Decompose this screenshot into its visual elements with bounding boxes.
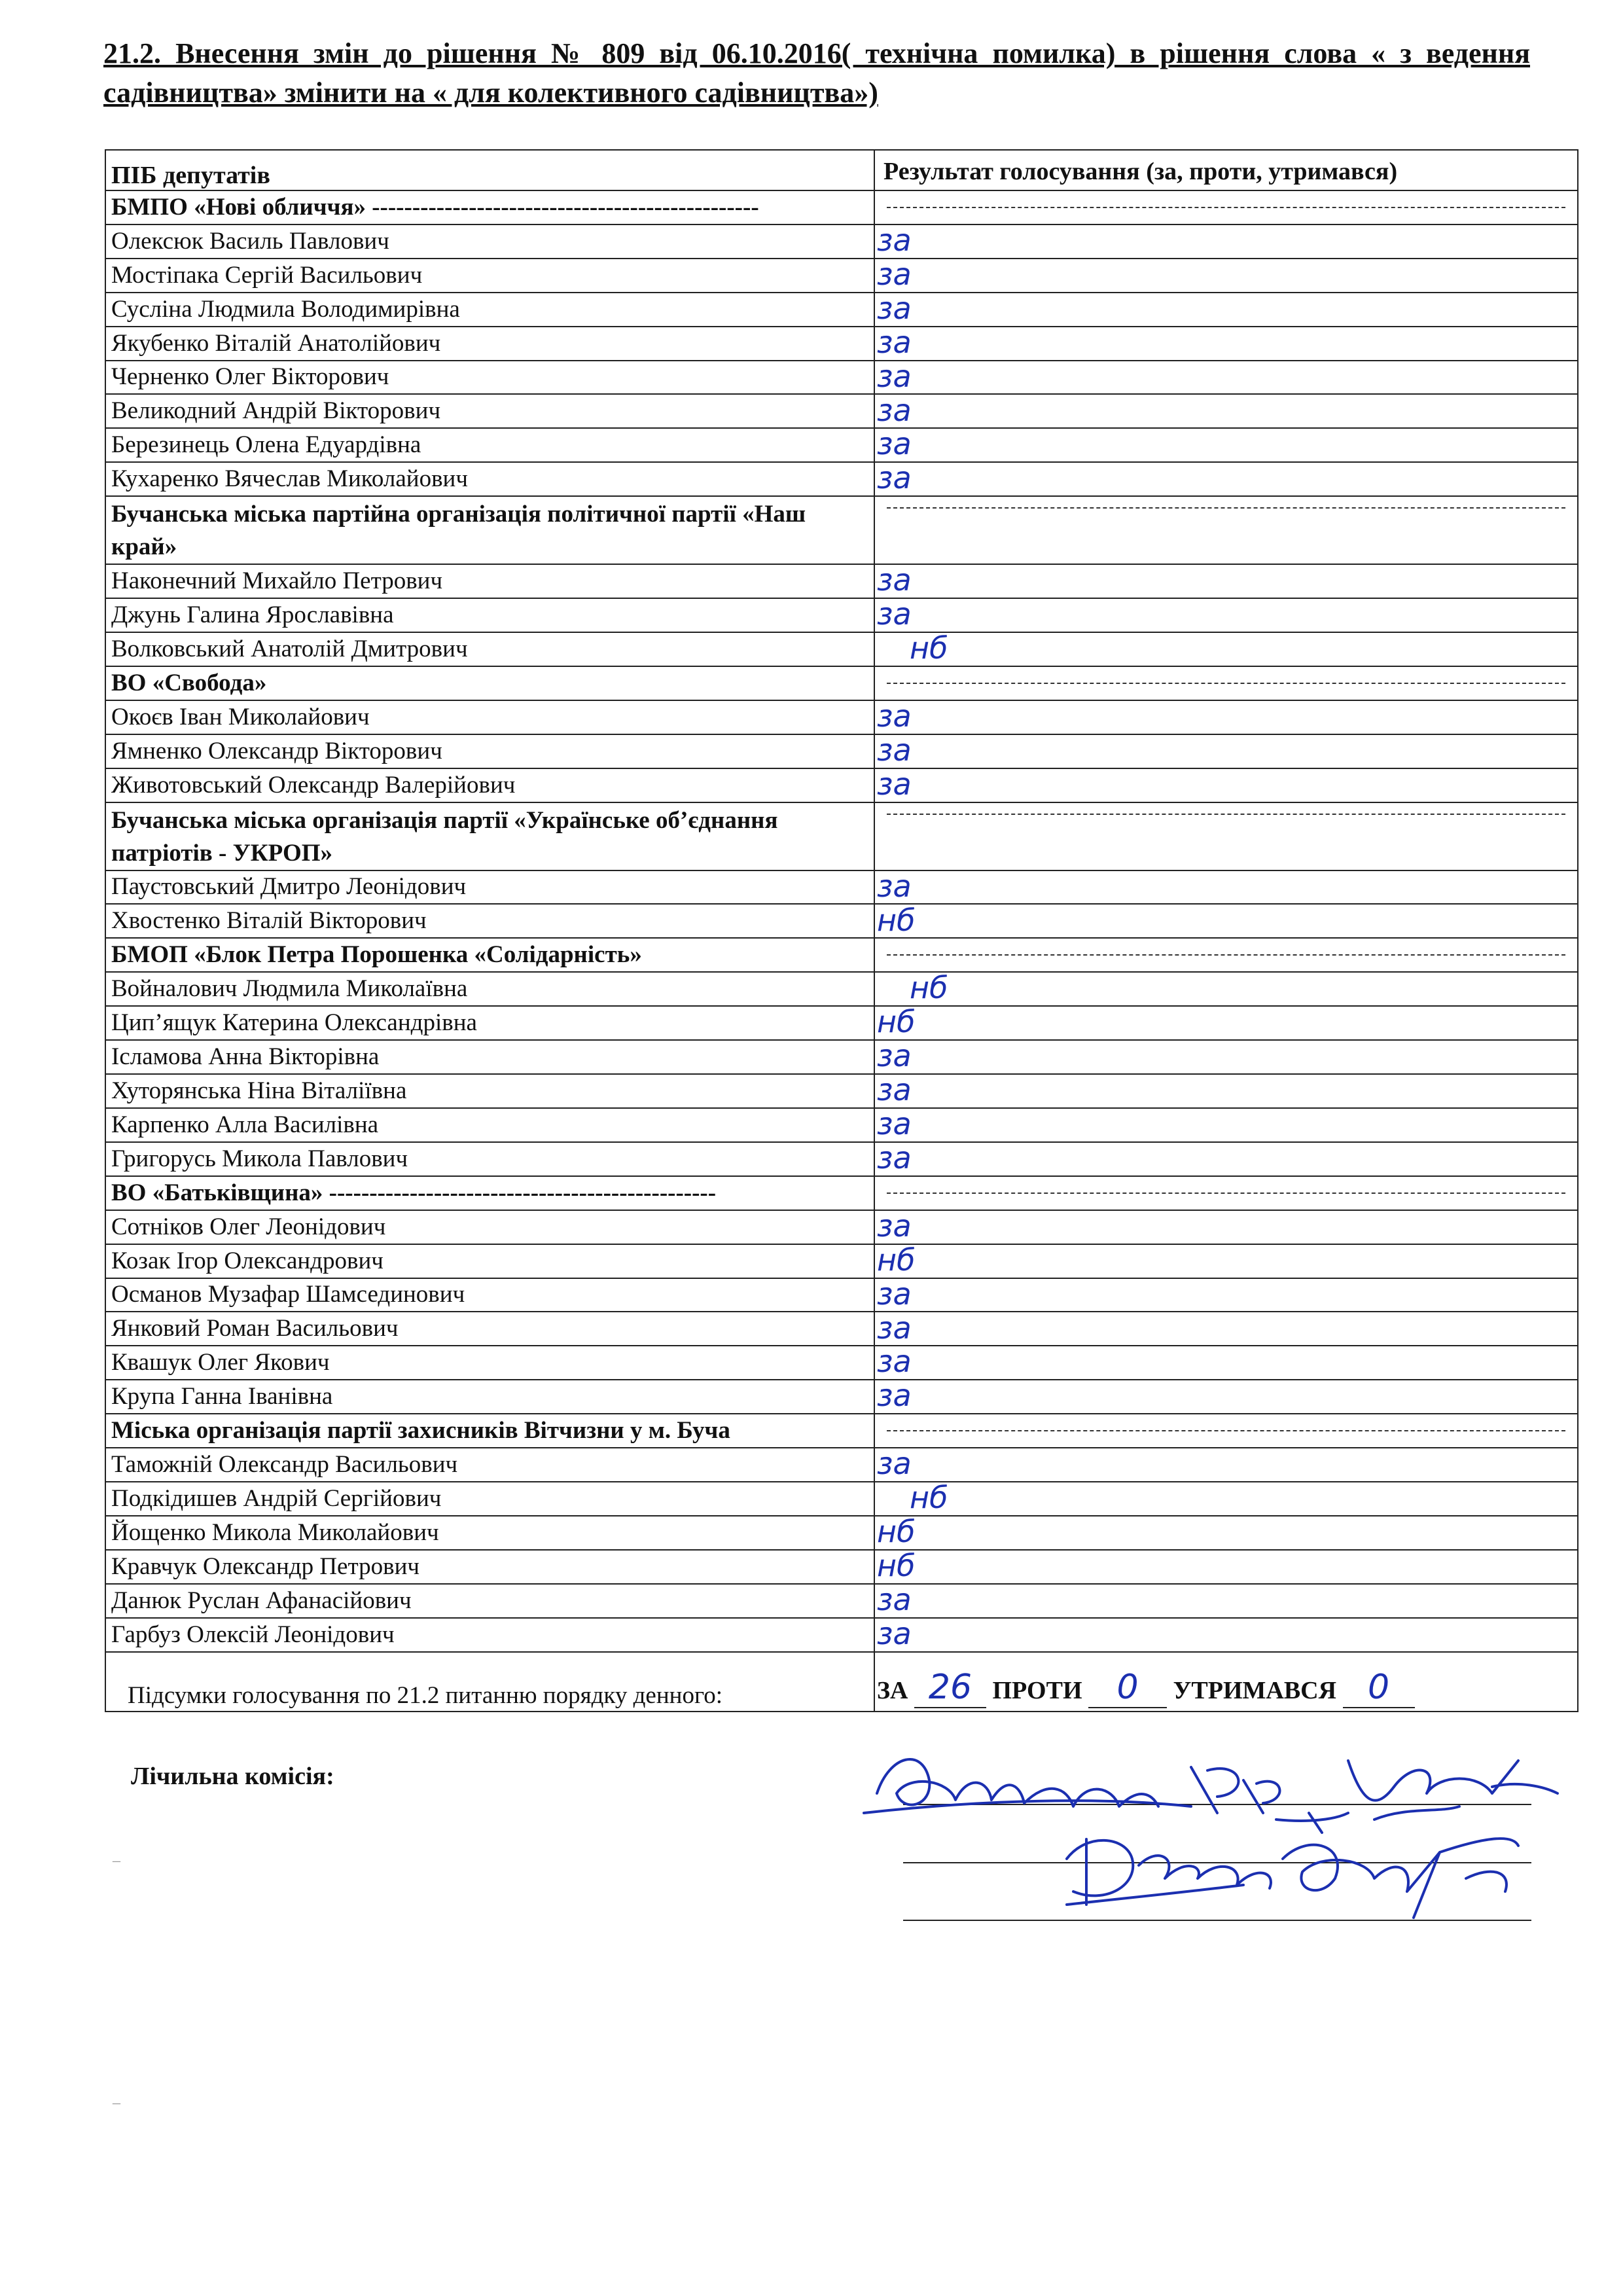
deputy-name: Войналович Людмила Миколаївна bbox=[111, 975, 468, 1003]
vote-result: нб bbox=[877, 1514, 916, 1549]
vote-dash-line bbox=[887, 207, 1565, 208]
summary-label: Підсумки голосування по 21.2 питанню порядку денного: bbox=[128, 1681, 722, 1709]
deputy-name: Великодний Андрій Вікторович bbox=[111, 397, 441, 425]
vote-result: за bbox=[877, 223, 912, 258]
vote-result: за bbox=[877, 1310, 912, 1346]
deputy-row bbox=[105, 461, 1578, 497]
deputy-row bbox=[105, 224, 1578, 259]
summary-row bbox=[105, 1651, 1578, 1712]
proty-value: 0 bbox=[1116, 1667, 1139, 1707]
deputy-row bbox=[105, 1141, 1578, 1177]
faction-row bbox=[105, 937, 1578, 973]
faction-row bbox=[105, 802, 1578, 871]
faction-name: ВО «Свобода» bbox=[111, 669, 267, 696]
vote-result: нб bbox=[910, 970, 948, 1006]
deputy-name: Козак Ігор Олександрович bbox=[111, 1247, 383, 1274]
deputy-name: Хуторянська Ніна Віталіївна bbox=[111, 1077, 407, 1104]
deputy-name: Хвостенко Віталій Вікторович bbox=[111, 907, 427, 935]
deputy-row bbox=[105, 1278, 1578, 1313]
deputy-name: Черненко Олег Вікторович bbox=[111, 363, 389, 391]
za-value: 26 bbox=[928, 1667, 972, 1707]
vote-result: за bbox=[877, 562, 912, 598]
deputy-name: Ісламова Анна Вікторівна bbox=[111, 1043, 380, 1071]
faction-name: Міська організація партії захисників Вітчизни у м. Буча bbox=[111, 1417, 730, 1444]
vote-dash-line bbox=[887, 1193, 1565, 1194]
deputy-row bbox=[105, 971, 1578, 1007]
deputy-row bbox=[105, 564, 1578, 599]
handwritten-signatures bbox=[851, 1708, 1603, 1944]
deputy-row bbox=[105, 1210, 1578, 1245]
deputy-name: Животовський Олександр Валерійович bbox=[111, 771, 516, 798]
vote-result: за bbox=[877, 426, 912, 462]
deputy-name: Ямненко Олександр Вікторович bbox=[111, 737, 442, 764]
deputy-row bbox=[105, 1583, 1578, 1619]
deputy-row bbox=[105, 1107, 1578, 1143]
vote-result: за bbox=[877, 766, 912, 802]
deputy-name: Янковий Роман Васильович bbox=[111, 1315, 399, 1342]
voting-table bbox=[105, 149, 1578, 1712]
deputy-name: Джунь Галина Ярославівна bbox=[111, 601, 394, 628]
vote-result: за bbox=[877, 290, 912, 326]
deputy-name: Кравчук Олександр Петрович bbox=[111, 1552, 419, 1580]
deputy-row bbox=[105, 870, 1578, 905]
vote-dash-line bbox=[887, 814, 1565, 815]
deputy-row bbox=[105, 1515, 1578, 1551]
deputy-row bbox=[105, 1244, 1578, 1279]
deputy-row bbox=[105, 734, 1578, 769]
deputy-row bbox=[105, 1447, 1578, 1482]
vote-result: за bbox=[877, 1581, 912, 1617]
deputy-row bbox=[105, 326, 1578, 361]
vote-result: за bbox=[877, 460, 912, 496]
deputy-name: Якубенко Віталій Анатолійович bbox=[111, 329, 441, 357]
vote-result: нб bbox=[910, 630, 948, 666]
deputy-row bbox=[105, 1481, 1578, 1516]
deputy-row bbox=[105, 598, 1578, 633]
vote-result: за bbox=[877, 1139, 912, 1175]
deputy-row bbox=[105, 1073, 1578, 1109]
deputy-name: Таможній Олександр Васильович bbox=[111, 1451, 458, 1479]
vote-result: за bbox=[877, 1344, 912, 1380]
vote-result: за bbox=[877, 1038, 912, 1074]
deputy-row bbox=[105, 632, 1578, 667]
deputy-name: Йощенко Микола Миколайович bbox=[111, 1518, 439, 1546]
deputy-row bbox=[105, 394, 1578, 429]
deputy-row bbox=[105, 1617, 1578, 1653]
deputy-name: Подкідишев Андрій Сергійович bbox=[111, 1484, 442, 1512]
deputy-row bbox=[105, 904, 1578, 939]
vote-result: за bbox=[877, 1208, 912, 1244]
vote-dash-line bbox=[887, 1430, 1565, 1431]
faction-name: ВО «Батьківщина» ------------------------------------------------ bbox=[111, 1179, 717, 1206]
utr-label: УТРИМАВСЯ bbox=[1173, 1676, 1337, 1704]
deputy-row bbox=[105, 292, 1578, 327]
deputy-row bbox=[105, 1345, 1578, 1380]
margin-mark: – bbox=[113, 2094, 120, 2111]
deputy-name: Кухаренко Вячеслав Миколайович bbox=[111, 465, 468, 493]
counting-commission-label: Лічильна комісія: bbox=[131, 1763, 334, 1790]
deputy-name: Сотніков Олег Леонідович bbox=[111, 1213, 386, 1240]
deputy-name: Наконечний Михайло Петрович bbox=[111, 567, 443, 595]
deputy-row bbox=[105, 258, 1578, 293]
summary-results bbox=[877, 1668, 1415, 1708]
vote-result: за bbox=[877, 256, 912, 292]
faction-row bbox=[105, 495, 1578, 565]
vote-result: за bbox=[877, 1072, 912, 1108]
vote-result: нб bbox=[877, 1547, 916, 1583]
vote-result: за bbox=[877, 596, 912, 632]
vote-result: за bbox=[877, 1378, 912, 1414]
deputy-name: Окоєв Іван Миколайович bbox=[111, 703, 370, 730]
deputy-name: Сусліна Людмила Володимирівна bbox=[111, 295, 460, 323]
faction-name: Бучанська міська організація партії «Українське об’єднання патріотів - УКРОП» bbox=[111, 806, 778, 867]
vote-result: за bbox=[877, 1106, 912, 1141]
faction-row bbox=[105, 1175, 1578, 1211]
vote-result: за bbox=[877, 324, 912, 360]
vote-result: нб bbox=[910, 1480, 948, 1516]
vote-result: за bbox=[877, 868, 912, 904]
vote-dash-line bbox=[887, 683, 1565, 684]
vote-result: за bbox=[877, 732, 912, 768]
vote-result: нб bbox=[877, 902, 916, 938]
deputy-name: Григорусь Микола Павлович bbox=[111, 1145, 408, 1172]
deputy-row bbox=[105, 1005, 1578, 1041]
document-title: 21.2. Внесення змін до рішення № 809 від 06.10.2016( технічна помилка) в рішення слова « з ведення садівництва» змінити на « для колективного садівництва») bbox=[103, 37, 1530, 109]
deputy-name: Березинець Олена Едуардівна bbox=[111, 431, 421, 459]
faction-row bbox=[105, 1413, 1578, 1448]
margin-mark: – bbox=[113, 1852, 120, 1869]
deputy-name: Квашук Олег Якович bbox=[111, 1349, 330, 1376]
deputy-row bbox=[105, 1379, 1578, 1414]
deputy-row bbox=[105, 360, 1578, 395]
deputy-name: Волковський Анатолій Дмитрович bbox=[111, 635, 468, 662]
deputy-name: Османов Музафар Шамсединович bbox=[111, 1281, 465, 1308]
table-header-row bbox=[105, 149, 1578, 191]
deputy-name: Паустовський Дмитро Леонідович bbox=[111, 873, 467, 901]
vote-result: за bbox=[877, 1276, 912, 1312]
vote-dash-line bbox=[887, 954, 1565, 956]
deputy-row bbox=[105, 427, 1578, 463]
vote-result: нб bbox=[877, 1004, 916, 1040]
faction-row bbox=[105, 666, 1578, 701]
deputy-row bbox=[105, 1312, 1578, 1347]
vote-result: за bbox=[877, 698, 912, 734]
vote-dash-line bbox=[887, 507, 1565, 509]
header-name-column: ПІБ депутатів bbox=[111, 162, 270, 189]
za-label: ЗА bbox=[877, 1676, 908, 1704]
vote-result: за bbox=[877, 1446, 912, 1482]
deputy-name: Цип’ящук Катерина Олександрівна bbox=[111, 1009, 477, 1037]
deputy-row bbox=[105, 768, 1578, 803]
deputy-name: Мостіпака Сергій Васильович bbox=[111, 261, 423, 289]
deputy-row bbox=[105, 1039, 1578, 1075]
vote-result: за bbox=[877, 1615, 912, 1651]
vote-result: за bbox=[877, 392, 912, 428]
vote-result: за bbox=[877, 358, 912, 394]
deputy-name: Карпенко Алла Василівна bbox=[111, 1111, 379, 1138]
vote-result: нб bbox=[877, 1242, 916, 1278]
deputy-row bbox=[105, 700, 1578, 735]
deputy-name: Олексюк Василь Павлович bbox=[111, 227, 389, 255]
utr-value: 0 bbox=[1368, 1667, 1390, 1707]
faction-name: БМОП «Блок Петра Порошенка «Солідарність» bbox=[111, 941, 642, 969]
deputy-name: Крупа Ганна Іванівна bbox=[111, 1383, 333, 1410]
header-vote-column: Результат голосування (за, проти, утримався) bbox=[883, 158, 1398, 185]
proty-label: ПРОТИ bbox=[992, 1676, 1082, 1704]
faction-name: Бучанська міська партійна організація політичної партії «Наш край» bbox=[111, 501, 806, 561]
deputy-name: Гарбуз Олексій Леонідович bbox=[111, 1621, 395, 1648]
faction-row bbox=[105, 190, 1578, 225]
deputy-name: Данюк Руслан Афанасійович bbox=[111, 1587, 412, 1614]
faction-name: БМПО «Нові обличчя» ------------------------------------------------ bbox=[111, 194, 759, 221]
deputy-row bbox=[105, 1549, 1578, 1585]
